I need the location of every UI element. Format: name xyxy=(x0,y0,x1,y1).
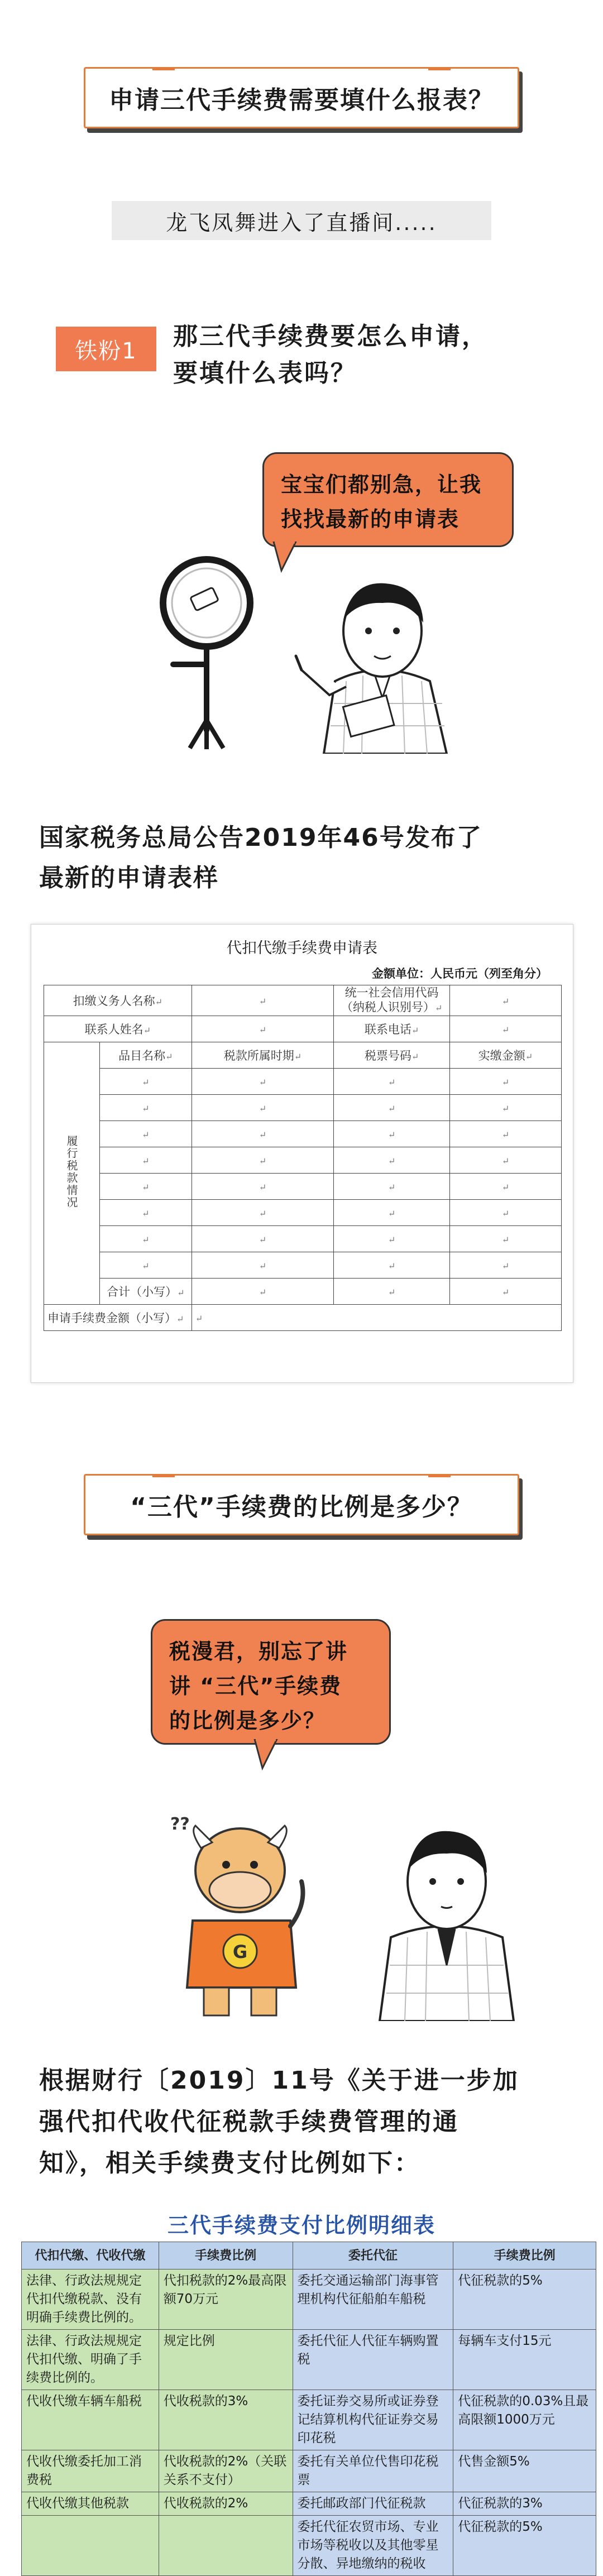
return-mark: ↵ xyxy=(259,1287,267,1297)
regulation-line: 根据财行〔2019〕11号《关于进一步加 xyxy=(39,2066,519,2095)
table-header: 委托代征 xyxy=(293,2242,453,2269)
cow-mascot-icon xyxy=(162,1809,324,2021)
shirt-letter: G xyxy=(232,1941,248,1962)
return-mark: ↵ xyxy=(165,1051,173,1062)
contact-phone-label: 联系电话 xyxy=(364,1023,411,1036)
return-mark: ↵ xyxy=(501,1129,510,1140)
fan-question xyxy=(173,318,530,392)
column-paid-amount: 实缴金额 xyxy=(478,1049,525,1062)
return-mark: ↵ xyxy=(142,1208,150,1219)
return-mark: ↵ xyxy=(142,1077,150,1088)
host-speech-bubble xyxy=(262,452,514,547)
return-mark: ↵ xyxy=(176,1314,184,1324)
return-mark: ↵ xyxy=(142,1182,150,1193)
form-title: 代扣代缴手续费申请表 xyxy=(227,940,377,957)
table-cell: 委托证券交易所或证券登记结算机构代征证券交易印花税 xyxy=(293,2390,453,2450)
table-row xyxy=(22,2516,596,2576)
table-cell xyxy=(159,2516,293,2576)
table-cell: 委托邮政部门代征税款 xyxy=(293,2492,453,2516)
return-mark: ↵ xyxy=(387,1208,396,1219)
return-mark: ↵ xyxy=(259,1182,267,1193)
bubble-line: 税漫君，别忘了讲 xyxy=(169,1639,348,1664)
regulation-line: 强代扣代收代征税款手续费管理的通 xyxy=(39,2108,459,2136)
return-mark: ↵ xyxy=(501,1261,510,1271)
form-blank-row xyxy=(44,1147,562,1174)
return-mark: ↵ xyxy=(387,1156,396,1166)
form-blank-row xyxy=(44,1069,562,1095)
return-mark: ↵ xyxy=(177,1287,185,1298)
form-blank-row xyxy=(44,1121,562,1147)
form-currency-unit: 金额单位：人民币元（列至角分） xyxy=(372,966,548,980)
table-cell: 代收代缴其他税款 xyxy=(22,2492,159,2516)
bubble-line: 找找最新的申请表 xyxy=(281,507,460,532)
return-mark: ↵ xyxy=(259,1077,267,1088)
return-mark: ↵ xyxy=(195,1313,203,1324)
table-cell: 每辆车支付15元 xyxy=(453,2330,596,2390)
table-cell: 代收代缴车辆车船税 xyxy=(22,2390,159,2450)
form-row xyxy=(44,1042,562,1069)
column-tax-period: 税款所属时期 xyxy=(223,1049,294,1062)
heading-accent-left xyxy=(152,67,175,70)
return-mark: ↵ xyxy=(525,1051,533,1062)
return-mark: ↵ xyxy=(501,1287,510,1297)
fee-amount-label: 申请手续费金额（小写） xyxy=(47,1311,176,1325)
table-header-row xyxy=(22,2242,596,2269)
banner-text: 龙飞凤舞进入了直播间..... xyxy=(166,210,437,235)
table-row xyxy=(22,2269,596,2330)
table-header: 手续费比例 xyxy=(159,2242,293,2269)
table-cell: 委托代征人代征车辆购置税 xyxy=(293,2330,453,2390)
form-total-row xyxy=(44,1279,562,1305)
heading-accent-right xyxy=(428,1474,451,1477)
return-mark: ↵ xyxy=(411,1051,419,1062)
credit-code-label: 统一社会信用代码 xyxy=(344,986,439,999)
return-mark: ↵ xyxy=(155,997,163,1007)
table-cell: 代收代缴委托加工消费税 xyxy=(22,2450,159,2492)
fan-tag-label: 铁粉1 xyxy=(75,338,137,364)
return-mark: ↵ xyxy=(501,1156,510,1166)
return-mark: ↵ xyxy=(259,1261,267,1271)
return-mark: ↵ xyxy=(501,1234,510,1245)
return-mark: ↵ xyxy=(501,1024,510,1035)
return-mark: ↵ xyxy=(387,1234,396,1245)
form-blank-row xyxy=(44,1200,562,1226)
withholding-fee-application-form xyxy=(31,924,573,1383)
return-mark: ↵ xyxy=(501,996,510,1007)
section-heading-forms xyxy=(84,67,519,128)
table-cell: 代收税款的3% xyxy=(159,2390,293,2450)
return-mark: ↵ xyxy=(387,1261,396,1271)
return-mark: ↵ xyxy=(387,1182,396,1193)
host-speech-bubble-ratio xyxy=(151,1619,391,1745)
announcement-line: 最新的申请表样 xyxy=(39,864,219,892)
return-mark: ↵ xyxy=(501,1103,510,1114)
table-cell: 代收税款的2%（关联关系不支付） xyxy=(159,2450,293,2492)
return-mark: ↵ xyxy=(434,1003,443,1013)
return-mark: ↵ xyxy=(294,1051,302,1062)
fan-question-line: 那三代手续费要怎么申请， xyxy=(173,322,488,351)
fan-question-line: 要填什么表吗？ xyxy=(173,359,357,387)
regulation-line: 知》，相关手续费支付比例如下： xyxy=(39,2149,420,2177)
form-row xyxy=(44,1016,562,1042)
return-mark: ↵ xyxy=(259,1129,267,1140)
form-fee-row xyxy=(44,1305,562,1331)
return-mark: ↵ xyxy=(387,1129,396,1140)
table-cell: 委托交通运输部门海事管理机构代征船舶车船税 xyxy=(293,2269,453,2330)
announcement-line: 国家税务总局公告2019年46号发布了 xyxy=(39,823,482,852)
withholder-name-label: 扣缴义务人名称 xyxy=(73,994,155,1008)
bubble-line: 宝宝们都别急，让我 xyxy=(281,472,482,497)
heading-accent-left xyxy=(152,1474,175,1477)
return-mark: ↵ xyxy=(501,1208,510,1219)
return-mark: ↵ xyxy=(142,1234,150,1245)
host-character-icon xyxy=(290,553,475,754)
bubble-line: 的比例是多少？ xyxy=(169,1708,326,1733)
column-ticket-number: 税票号码 xyxy=(364,1049,411,1062)
return-mark: ↵ xyxy=(501,1182,510,1193)
form-blank-row xyxy=(44,1252,562,1279)
table-cell: 代征税款的0.03%且最高限额1000万元 xyxy=(453,2390,596,2450)
return-mark: ↵ xyxy=(142,1129,150,1140)
table-cell: 代扣税款的2%最高限额70万元 xyxy=(159,2269,293,2330)
regulation-text xyxy=(39,2060,564,2184)
fan-tag xyxy=(56,327,156,371)
return-mark: ↵ xyxy=(501,1077,510,1088)
table-cell: 代售金额5% xyxy=(453,2450,596,2492)
table-header: 代扣代缴、代收代缴 xyxy=(22,2242,159,2269)
bubble-line: 讲 “三代”手续费 xyxy=(169,1674,342,1698)
return-mark: ↵ xyxy=(387,1103,396,1114)
table-row xyxy=(22,2492,596,2516)
announcement-text xyxy=(39,818,564,898)
form-blank-row xyxy=(44,1174,562,1200)
table-header: 手续费比例 xyxy=(453,2242,596,2269)
return-mark: ↵ xyxy=(259,1208,267,1219)
contact-name-label: 联系人姓名 xyxy=(84,1023,143,1036)
table-cell xyxy=(22,2516,159,2576)
return-mark: ↵ xyxy=(142,1261,150,1271)
section-heading-ratio xyxy=(84,1474,519,1535)
fee-rate-table xyxy=(21,2242,596,2576)
return-mark: ↵ xyxy=(411,1025,419,1036)
table-cell: 代征税款的5% xyxy=(453,2516,596,2576)
table-row xyxy=(22,2390,596,2450)
form-blank-row xyxy=(44,1226,562,1252)
total-label: 合计（小写） xyxy=(107,1285,178,1299)
live-room-banner xyxy=(112,201,491,240)
form-table xyxy=(44,985,562,1331)
form-row xyxy=(44,985,562,1016)
form-blank-row xyxy=(44,1095,562,1121)
return-mark: ↵ xyxy=(259,1024,267,1035)
ring-light-icon xyxy=(151,553,262,754)
return-mark: ↵ xyxy=(142,1103,150,1114)
table-row xyxy=(22,2330,596,2390)
table-cell: 代征税款的3% xyxy=(453,2492,596,2516)
return-mark: ↵ xyxy=(387,1077,396,1088)
host-character-icon xyxy=(363,1798,530,2021)
section-heading-text: “三代”手续费的比例是多少？ xyxy=(130,1493,473,1521)
table-cell: 法律、行政法规规定代扣代缴、明确了手续费比例的。 xyxy=(22,2330,159,2390)
return-mark: ↵ xyxy=(259,1234,267,1245)
taxpayer-id-label: （纳税人识别号） xyxy=(341,1000,435,1014)
return-mark: ↵ xyxy=(259,996,267,1007)
question-marks-text: ?? xyxy=(170,1814,190,1834)
table-cell: 规定比例 xyxy=(159,2330,293,2390)
table-cell: 法律、行政法规规定代扣代缴税款、没有明确手续费比例的。 xyxy=(22,2269,159,2330)
table-cell: 代收税款的2% xyxy=(159,2492,293,2516)
table-cell: 委托代征农贸市场、专业市场等税收以及其他零星分散、异地缴纳的税收 xyxy=(293,2516,453,2576)
return-mark: ↵ xyxy=(142,1156,150,1166)
return-mark: ↵ xyxy=(259,1156,267,1166)
heading-accent-right xyxy=(428,67,451,70)
tax-performance-label: 履行税款情况 xyxy=(65,1135,78,1209)
bubble-tail-icon xyxy=(251,1739,285,1773)
section-heading-text: 申请三代手续费需要填什么报表？ xyxy=(109,86,494,114)
rate-table-title: 三代手续费支付比例明细表 xyxy=(167,2213,436,2238)
column-item-name: 品目名称 xyxy=(118,1049,166,1062)
return-mark: ↵ xyxy=(387,1287,396,1297)
return-mark: ↵ xyxy=(143,1025,151,1036)
table-cell: 代征税款的5% xyxy=(453,2269,596,2330)
table-row xyxy=(22,2450,596,2492)
table-cell: 委托有关单位代售印花税票 xyxy=(293,2450,453,2492)
return-mark: ↵ xyxy=(259,1103,267,1114)
